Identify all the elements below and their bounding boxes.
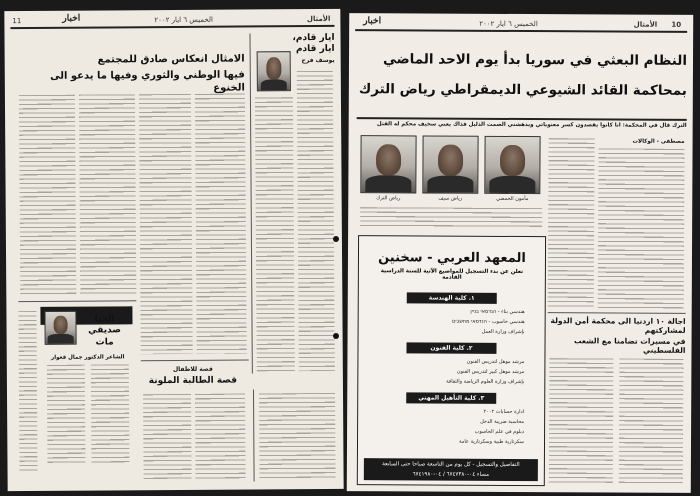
ad-line: دبلوم في علم الحاسوب bbox=[474, 428, 525, 436]
article-bottom-rule bbox=[18, 300, 136, 302]
ad-section-vocational: ٣. كلية التأهيل المهني bbox=[406, 392, 496, 403]
binding-hole-top bbox=[333, 236, 339, 242]
right-header-rule bbox=[355, 29, 687, 33]
photo-mamoun-homsi bbox=[484, 136, 540, 194]
proverbs-headline-1: الامثال انعكاس صادق للمجتمع bbox=[97, 53, 245, 66]
institute-advertisement bbox=[357, 235, 546, 486]
column-divider bbox=[249, 33, 252, 373]
side-kicker: مصطفى - الوكالات bbox=[632, 138, 685, 145]
photo-riad-seif bbox=[422, 135, 478, 193]
ad-line: هندسي حاسوب - הנדסאי מחשבים bbox=[451, 318, 525, 326]
poem-title: الحيا صديقي مات bbox=[88, 314, 122, 348]
caption-mamoun-homsi: مأمون الحمصي bbox=[496, 195, 529, 203]
lower-right-article bbox=[259, 393, 336, 480]
poem-byline: الشاعر الدكتور جمال قعوار bbox=[51, 354, 125, 361]
photo-riad-turk bbox=[360, 135, 416, 193]
article-column-3 bbox=[139, 94, 193, 354]
article-column-2 bbox=[79, 94, 136, 294]
proverbs-headline-2: فيها الوطني والثوري وفيها ما يدعو الى الخنوع bbox=[50, 69, 245, 94]
subheadline: الترك قال في المحكمة: انا كانوا يقصدون كسر معنوياتي ويدهشني الصمت الذليل فذاك يعني سخيف محكم له القتل bbox=[376, 121, 687, 129]
story-top-rule bbox=[141, 359, 249, 361]
main-story-column-2 bbox=[598, 148, 685, 308]
article-column-4 bbox=[195, 94, 247, 354]
poem-stanza-2 bbox=[91, 364, 130, 464]
ad-line: مرشد موهل لتدريس الفنون bbox=[466, 358, 525, 366]
ad-line: بإشراف وزارة العلوم الرياضة والثقافة bbox=[446, 378, 525, 386]
side-headline-1: اجالة ١٠ اردنيا الى محكمة أمن الدولة لمشاركتهم bbox=[550, 316, 686, 336]
story-title: قصة الطالبة الملونة bbox=[148, 375, 238, 387]
left-header-rule bbox=[10, 25, 334, 29]
left-date-line: الخميس ٦ ايار ٢٠٠٢ bbox=[154, 15, 213, 25]
headline-rule bbox=[357, 117, 687, 120]
lower-divider bbox=[253, 389, 255, 481]
story-column-1 bbox=[143, 394, 192, 480]
ad-title: المعهد العربي - سخنين bbox=[378, 250, 526, 267]
main-headline-line-1: النظام البعثي في سوريا بدأ يوم الاحد الماضي bbox=[382, 51, 688, 69]
poem-stanza-1 bbox=[47, 365, 86, 465]
right-newspaper-page bbox=[347, 13, 693, 493]
left-masthead-logo: اخبار bbox=[62, 13, 81, 24]
ad-line: مرشد موهل كبير لتدريس الفنون bbox=[456, 368, 525, 376]
ad-line: هندسي بناء - הנדסאי בניין bbox=[470, 308, 525, 316]
right-masthead-logo: اخبار bbox=[363, 16, 382, 27]
left-margin-text bbox=[18, 311, 37, 471]
side-story-rule bbox=[548, 312, 686, 314]
photo-story-text bbox=[360, 207, 542, 228]
right-section-name: الأمثال bbox=[633, 20, 658, 29]
column-author: يوسف فرح bbox=[301, 56, 335, 65]
right-date-line: الخميس ٦ ايار ٢٠٠٢ bbox=[479, 19, 538, 29]
ad-intro: تعلن عن بدء التسجيل للمواضيع الآتية للسنة الدراسية القادمة bbox=[380, 268, 524, 281]
caption-riad-turk: رياض الترك bbox=[376, 195, 401, 202]
ad-line: بإشراف وزارة العمل bbox=[481, 328, 525, 336]
side-headline-2: في مسيرات تضامنا مع الشعب الفلسطيني bbox=[573, 336, 686, 356]
ad-footer: التفاصيل والتسجيل - كل يوم من التاسعة صباحا حتى السابعة مساء ٠٤-٦٧٤٧٣٨٠ / ٠٤-٦٧٤١٩٨٠ bbox=[364, 458, 538, 481]
right-folio-number: 10 bbox=[671, 20, 682, 29]
ad-section-arts: ٢. كلية الفنون bbox=[406, 342, 496, 353]
left-section-name: الأمثال bbox=[306, 14, 331, 24]
article-column-1 bbox=[19, 95, 76, 295]
main-headline-line-2: بمحاكمة القائد الشيوعي الديمقراطي رياض الترك bbox=[358, 81, 687, 99]
ad-line: محاسبة ضريبة الدخل bbox=[480, 418, 525, 426]
caption-riad-seif: رياض سيف bbox=[438, 195, 463, 202]
ad-line: ادارة حسابات ٢٠٠٢ bbox=[483, 408, 525, 416]
side-story-column-2 bbox=[619, 359, 684, 485]
column-body-text bbox=[297, 71, 335, 371]
story-kicker: قصة للاطفال bbox=[172, 365, 213, 374]
left-folio-number: 11 bbox=[12, 17, 22, 26]
ad-line: سكرتارية طبية وسكرتارية عامة bbox=[459, 438, 525, 446]
side-story-column-1 bbox=[549, 358, 614, 484]
columnist-photo bbox=[257, 51, 291, 91]
column-kicker: ايار قادم، ايار قادم bbox=[292, 32, 335, 55]
main-story-column-1 bbox=[548, 138, 595, 308]
column-body-text-2 bbox=[255, 97, 295, 371]
binding-hole-bottom bbox=[333, 333, 339, 339]
poet-photo bbox=[44, 311, 76, 345]
ad-section-engineering: ١. كلية الهندسة bbox=[407, 292, 497, 303]
story-column-2 bbox=[195, 394, 246, 480]
left-newspaper-page bbox=[4, 9, 343, 491]
